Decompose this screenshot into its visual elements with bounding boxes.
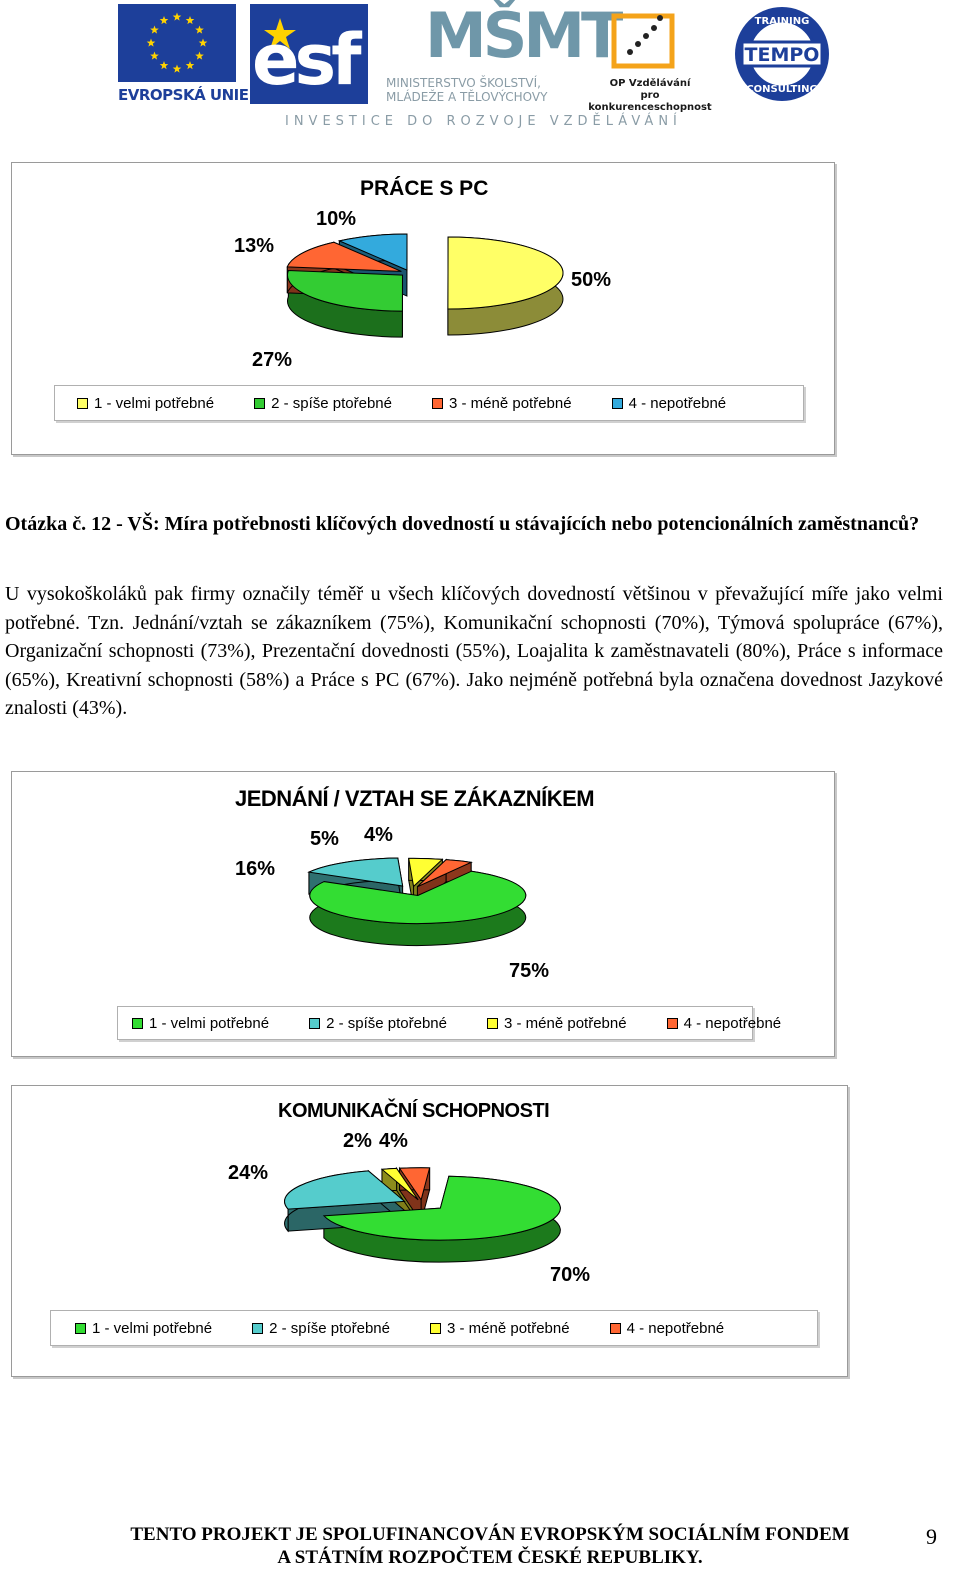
legend-label: 2 - spíše ptořebné <box>271 394 392 412</box>
op-line-2: pro konkurenceschopnost <box>588 90 712 113</box>
msmt-line-1: MINISTERSTVO ŠKOLSTVÍ, <box>386 76 541 90</box>
legend-label: 4 - nepotřebné <box>683 1014 782 1032</box>
slice-label: 13% <box>234 235 275 257</box>
chart-title: KOMUNIKAČNÍ SCHOPNOSTI <box>278 1100 550 1122</box>
eu-label: EVROPSKÁ UNIE <box>118 86 249 104</box>
footer-line-2: A STÁTNÍM ROZPOČTEM ČESKÉ REPUBLIKY. <box>277 1547 703 1568</box>
legend-item <box>309 1015 447 1032</box>
slice-label: 4% <box>364 824 393 846</box>
page-footer <box>60 1523 920 1569</box>
msmt-label <box>386 76 547 104</box>
legend-label: 3 - méně potřebné <box>446 1319 570 1337</box>
legend-swatch <box>309 1018 320 1029</box>
legend-item <box>77 395 214 412</box>
slice-label: 5% <box>310 828 339 850</box>
legend-item <box>487 1015 627 1032</box>
legend-item <box>432 395 572 412</box>
legend-swatch <box>610 1323 621 1334</box>
eu-star <box>195 52 204 60</box>
body-paragraph <box>5 580 943 723</box>
esf-label: esf <box>252 19 357 101</box>
legend-swatch <box>254 398 265 409</box>
eu-star <box>160 16 169 24</box>
legend-label: 4 - nepotřebné <box>628 394 727 412</box>
slice-label: 75% <box>509 960 550 982</box>
chart-legend <box>117 1006 782 1040</box>
legend-swatch <box>432 398 443 409</box>
legend-label: 2 - spíše ptořebné <box>326 1014 447 1032</box>
legend-swatch <box>77 398 88 409</box>
legend-label: 2 - spíše ptořebné <box>269 1319 390 1337</box>
pie-plot <box>12 163 834 383</box>
legend-item <box>430 1320 570 1337</box>
pie-plot <box>12 772 834 1002</box>
legend-swatch <box>252 1323 263 1334</box>
eu-star <box>195 26 204 34</box>
legend-swatch <box>75 1323 86 1334</box>
chart-title: PRÁCE S PC <box>360 177 489 200</box>
chart-prace-s-pc <box>11 162 835 455</box>
legend-label: 3 - méně potřebné <box>448 394 572 412</box>
slice-label: 50% <box>571 269 612 291</box>
legend-label: 4 - nepotřebné <box>626 1319 725 1337</box>
tempo-gear-icon <box>732 4 832 104</box>
chart-legend <box>54 385 804 421</box>
legend-label: 1 - velmi potřebné <box>94 394 215 412</box>
op-square-icon <box>608 12 678 70</box>
page-number: 9 <box>926 1524 937 1549</box>
eu-star <box>186 61 195 69</box>
paragraph-text: U vysokoškoláků pak firmy označily téměř u všech klíčových dovedností většinou v převažující míře jako velmi potřebné. Tzn. Jednání/vztah se zákazníkem (75%), Komunikační schopnosti (70%), Týmová spolupráce (67%), Organizační schopnosti (73%), Prezentační dovednosti (55%), Loajalita k zaměstnavateli (80%), Práce s informace (65%), Kreativní schopnosti (58%) a Práce s PC (67%). Jako nejméně potřebná byla označena dovednost Jazykové znalosti (43%). <box>5 583 943 720</box>
legend-item <box>667 1015 782 1032</box>
chart-legend <box>50 1310 818 1346</box>
tempo-bottom-label: CONSULTING <box>746 84 818 95</box>
footer-line-1: TENTO PROJEKT JE SPOLUFINANCOVÁN EVROPSKÝM SOCIÁLNÍM FONDEM <box>130 1524 850 1545</box>
eu-star <box>186 16 195 24</box>
slice-label: 24% <box>228 1162 269 1184</box>
chart-komunikacni-schopnosti <box>11 1085 848 1377</box>
eu-star <box>173 65 182 73</box>
legend-item <box>254 395 392 412</box>
eu-flag-logo <box>118 4 236 82</box>
eu-star <box>147 39 156 47</box>
legend-item <box>75 1320 212 1337</box>
msmt-logo: MŠMT <box>425 0 620 72</box>
chart-title: JEDNÁNÍ / VZTAH SE ZÁKAZNÍKEM <box>235 786 595 811</box>
eu-star <box>150 52 159 60</box>
legend-swatch <box>487 1018 498 1029</box>
slice-label: 16% <box>235 858 276 880</box>
eu-star <box>160 61 169 69</box>
op-logo <box>608 12 678 70</box>
chart-jednani-vztah <box>11 771 835 1057</box>
slice-label: 10% <box>316 208 357 230</box>
legend-swatch <box>132 1018 143 1029</box>
legend-label: 1 - velmi potřebné <box>92 1319 213 1337</box>
legend-item <box>252 1320 390 1337</box>
slice-label: 4% <box>379 1130 408 1152</box>
legend-swatch <box>430 1323 441 1334</box>
eu-star <box>150 26 159 34</box>
op-line-1: OP Vzdělávání <box>609 78 691 89</box>
eu-star <box>199 39 208 47</box>
legend-item <box>132 1015 269 1032</box>
legend-swatch <box>667 1018 678 1029</box>
legend-swatch <box>612 398 623 409</box>
eu-star <box>173 13 182 21</box>
msmt-line-2: MLÁDEŽE A TĚLOVÝCHOVY <box>386 90 548 104</box>
slice-label: 2% <box>343 1130 372 1152</box>
eu-stars-icon <box>118 4 236 82</box>
investice-tagline: INVESTICE DO ROZVOJE VZDĚLÁVÁNÍ <box>285 114 682 129</box>
tempo-logo <box>732 4 832 104</box>
question-heading: Otázka č. 12 - VŠ: Míra potřebnosti klíčových dovedností u stávajících nebo potencionálních zaměstnanců? <box>5 513 920 535</box>
legend-label: 3 - méně potřebné <box>503 1014 627 1032</box>
slice-label: 27% <box>252 349 293 371</box>
legend-item <box>612 395 727 412</box>
tempo-top-label: TRAINING <box>754 16 810 27</box>
pie-plot <box>12 1086 847 1316</box>
slice-label: 70% <box>550 1264 591 1286</box>
legend-item <box>610 1320 725 1337</box>
legend-label: 1 - velmi potřebné <box>149 1014 270 1032</box>
op-label <box>580 78 720 114</box>
tempo-label: TEMPO <box>744 44 820 66</box>
